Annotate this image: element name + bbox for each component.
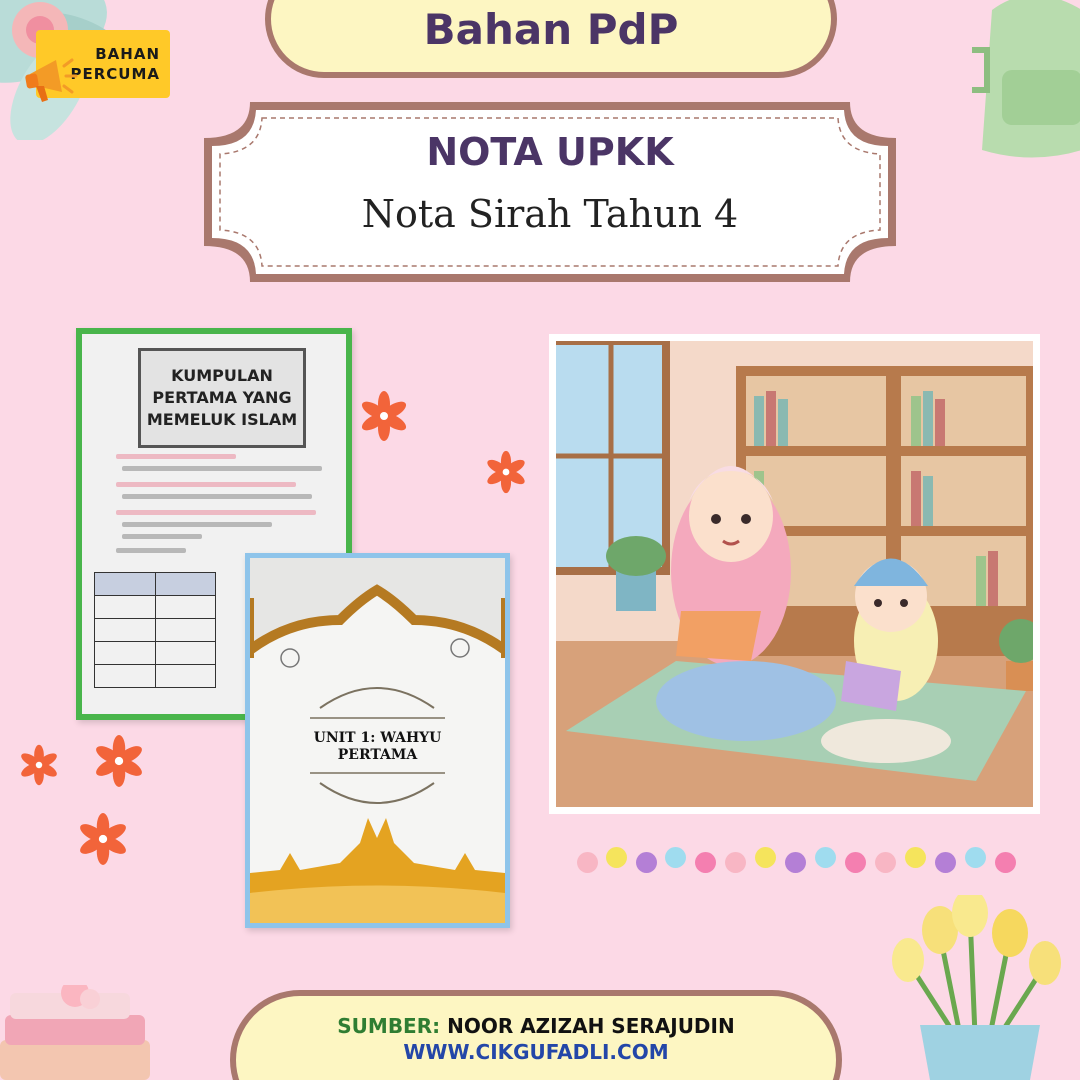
doc1-title-line: MEMELUK ISLAM [146, 410, 298, 429]
flower-icon [92, 734, 146, 788]
doc1-text-line [116, 454, 236, 459]
website-link[interactable]: WWW.CIKGUFADLI.COM [403, 1040, 669, 1064]
doc2-title-line: UNIT 1: WAHYU [313, 730, 442, 746]
books-decoration [0, 985, 170, 1080]
decor-dot [995, 852, 1016, 873]
decor-dot [695, 852, 716, 873]
document-preview-2 [245, 553, 510, 928]
badge-line-2: PERCUMA [70, 65, 160, 83]
doc1-text-line [122, 494, 312, 499]
flower-icon [358, 390, 410, 442]
decor-dot [875, 852, 896, 873]
title-main: NOTA UPKK [426, 130, 674, 174]
doc2-title [250, 730, 505, 764]
decor-dot [845, 852, 866, 873]
decor-dot [965, 847, 986, 868]
source-line [230, 1014, 842, 1038]
doc2-title-line: PERTAMA [337, 747, 418, 763]
header-title: Bahan PdP [423, 5, 679, 54]
decor-dot [606, 847, 627, 868]
doc1-title-line: PERTAMA YANG [152, 388, 292, 407]
decor-dot [725, 852, 746, 873]
decor-dot [577, 852, 598, 873]
megaphone-icon [22, 48, 80, 108]
flower-icon [76, 812, 130, 866]
badge-line-1: BAHAN [95, 45, 160, 63]
title-subtitle: Nota Sirah Tahun 4 [361, 192, 739, 236]
doc1-text-line [116, 482, 296, 487]
flower-icon [484, 450, 528, 494]
doc1-title-line: KUMPULAN [171, 366, 273, 385]
doc1-title-box [138, 348, 306, 448]
decor-dot [665, 847, 686, 868]
decor-dot [935, 852, 956, 873]
doc1-table [94, 572, 216, 688]
source-name: NOOR AZIZAH SERAJUDIN [447, 1014, 735, 1038]
decor-dot [815, 847, 836, 868]
reading-illustration [549, 334, 1040, 814]
decor-dot [755, 847, 776, 868]
doc1-text-line [122, 534, 202, 539]
decor-dot [785, 852, 806, 873]
source-label: SUMBER: [337, 1014, 441, 1038]
doc1-text-line [116, 510, 316, 515]
flower-icon [18, 744, 60, 786]
decor-dot [636, 852, 657, 873]
doc1-text-line [116, 548, 186, 553]
doc1-text-line [122, 522, 272, 527]
doc1-text-line [122, 466, 322, 471]
tulips-decoration [880, 895, 1080, 1080]
decor-dot [905, 847, 926, 868]
header-pill [265, 0, 837, 78]
backpack-decoration [972, 0, 1080, 160]
